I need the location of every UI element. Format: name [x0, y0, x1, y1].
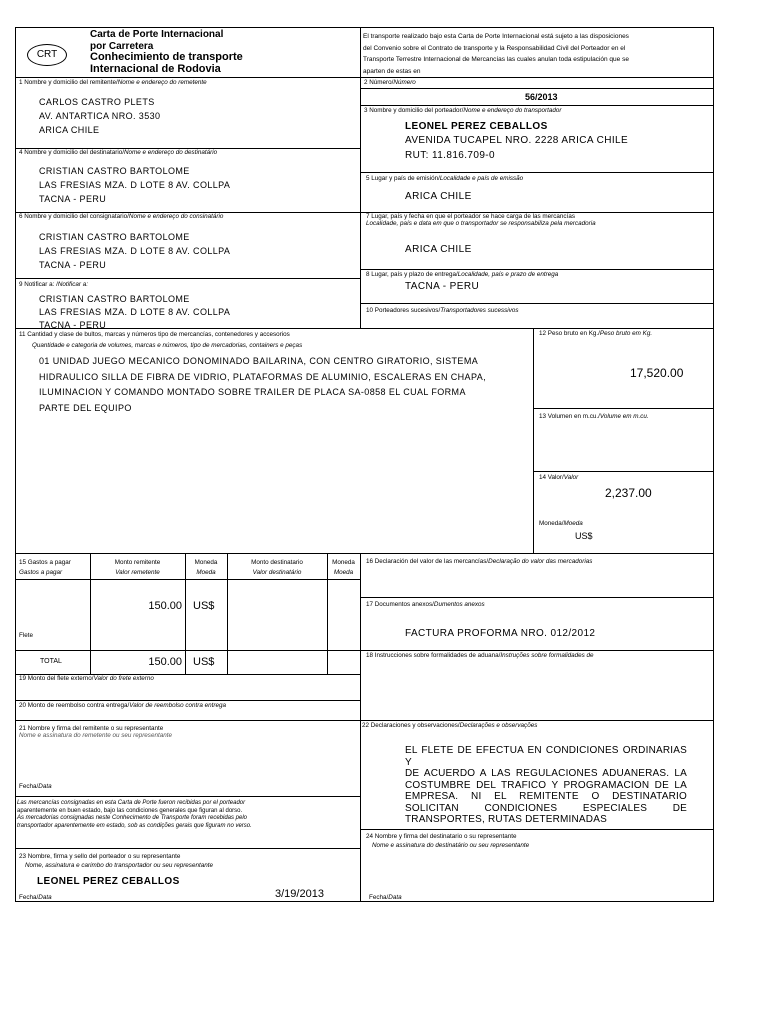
field-3-label: 3 Nombre y domicilio del porteador/Nome e endereço do transportador: [364, 107, 562, 114]
divider: [15, 848, 360, 849]
received-notice: Las mercancías consignadas en esta Carta de Porte fueron recibidas por el porteador aparentemente en buen estado, bajo las condiciones generales que figuran al dorso. As mercadorias consignadas neste Conhecimento de Transporte foram recebidas pelo transportador aparentemente em estado, sob as condições gerais que figuram no verso.: [17, 800, 252, 829]
field-22-label: 22 Declaraciones y observaciones/Declarações e observações: [362, 722, 538, 729]
flete-label: Flete: [19, 632, 33, 639]
attached-documents: FACTURA PROFORMA NRO. 012/2012: [405, 628, 596, 639]
divider: [15, 796, 360, 797]
field-10-label: 10 Porteadores sucesivos/Transportadores sucessivos: [366, 307, 519, 314]
total-amount: 150.00: [148, 656, 182, 668]
divider: [360, 597, 714, 598]
field-9-label: 9 Notificar a: /Notificar a:: [19, 281, 88, 288]
divider: [360, 553, 361, 902]
divider: [533, 408, 714, 409]
emission-place: ARICA CHILE: [405, 191, 472, 202]
destinatario-city: TACNA - PERU: [39, 194, 107, 204]
divider: [360, 829, 714, 830]
field-24-date-label: Fecha/Data: [369, 894, 402, 901]
divider: [360, 269, 714, 270]
remitente-address: AV. ANTARTICA NRO. 3530: [39, 111, 161, 121]
field-18-label: 18 Instrucciones sobre formalidades de aduana/Instruções sobre formalidades de: [366, 652, 594, 659]
notice-line: El transporte realizado bajo esta Carta de Porte Internacional está sujeto a las disposiciones: [363, 33, 629, 40]
flete-currency: US$: [193, 600, 215, 612]
title-line-2: por Carretera: [90, 40, 154, 52]
field-24-label: 24 Nombre y firma del destinatario o su representante Nome e assinatura do destinatário ou seu representante: [366, 833, 530, 849]
notify-address: LAS FRESIAS MZA. D LOTE 8 AV. COLLPA: [39, 307, 231, 317]
field-11-label: 11 Cantidad y clase de bultos, marcas y números tipo de mercancías, contenedores y accesorios Quantidade e categoria de volumes, marcas e números, tipo de mercadorias, containers e peças: [19, 331, 303, 349]
field-6-label: 6 Nombre y domicilio del consignatario/Nome e endereço do consinatário: [19, 213, 224, 220]
consignatario-city: TACNA - PERU: [39, 260, 107, 270]
remitente-block: [39, 95, 160, 137]
divider: [15, 720, 360, 721]
currency-label: Moneda/Moeda: [539, 520, 583, 527]
signature-date: 3/19/2013: [275, 888, 324, 900]
title-line-1: Carta de Porte Internacional: [90, 29, 224, 40]
observation-line: DE ACUERDO A LAS REGULACIONES ADUANERAS. LA: [405, 768, 687, 779]
header-title: [90, 29, 223, 52]
divider: [15, 700, 360, 701]
goods-value: 2,237.00: [605, 486, 652, 500]
notice-line: aparten de estas en: [363, 67, 421, 75]
observation-line: COSTUMBRE DEL TRAFICO Y PROGRAMACION DE LA: [405, 779, 687, 791]
consignatario-block: [39, 230, 230, 272]
field-4-label: 4 Nombre y domicilio del destinatario/Nome e endereço do destinatário: [19, 149, 218, 156]
goods-line: HIDRAULICO SILLA DE FIBRA DE VIDRIO, PLATAFORMAS DE ALUMINIO, ESCALERAS EN CHAPA,: [39, 371, 487, 382]
crt-logo: CRT: [27, 44, 67, 66]
divider: [360, 720, 714, 721]
field-5-label: 5 Lugar y país de emisión/Localidade e país de emissão: [366, 175, 524, 182]
divider: [15, 650, 360, 651]
field-23-date-label: Fecha/Data: [19, 894, 52, 901]
notice-line: Transporte Terrestre Internacional de Mercancías las cuales anulan toda estipulación que se: [363, 56, 629, 64]
divider: [15, 553, 714, 554]
currency-value: US$: [575, 531, 593, 541]
porteador-signature-name: LEONEL PEREZ CEBALLOS: [37, 876, 180, 887]
notice-line: del Convenio sobre el Contrato de transporte y la Responsabilidad Civil del Porteador en el: [363, 44, 626, 52]
field-21-label: 21 Nombre y firma del remitente o su representante Nome e assinatura do remetente ou seu representante: [19, 725, 172, 739]
remitente-name: CARLOS CASTRO PLETS: [39, 97, 155, 107]
title-line-3: Conhecimiento de transporte: [90, 51, 243, 63]
col-moneda-header: Moneda Moeda: [194, 559, 218, 576]
divider: [360, 303, 714, 304]
field-14-label: 14 Valor/Valor: [539, 474, 579, 481]
notify-block: [39, 293, 230, 332]
col-moneda2-header: Moneda Moeda: [332, 559, 355, 576]
field-21-date-label: Fecha/Data: [19, 783, 52, 790]
field-12-label: 12 Peso bruto en Kg./Peso bruto em Kg.: [539, 330, 653, 337]
divider: [360, 27, 361, 328]
divider: [15, 278, 360, 279]
observations-text: [405, 745, 687, 826]
divider: [533, 471, 714, 472]
destinatario-address: LAS FRESIAS MZA. D LOTE 8 AV. COLLPA: [39, 180, 231, 190]
col-monto-remitente-header: Monto remitente Valor remetente: [114, 559, 161, 576]
gross-weight: 17,520.00: [630, 366, 684, 380]
delivery-place: TACNA - PERU: [405, 281, 480, 292]
destinatario-block: [39, 164, 230, 206]
divider: [533, 328, 534, 553]
divider: [15, 579, 360, 580]
field-19-label: 19 Monto del flete externo/Valor do frete externo: [19, 675, 154, 682]
divider: [360, 105, 714, 106]
porteador-address: AVENIDA TUCAPEL NRO. 2228 ARICA CHILE: [405, 135, 629, 146]
field-8-label: 8 Lugar, país y plazo de entrega/Localidade, país e prazo de entrega: [366, 271, 559, 278]
title-line-4: Internacional de Rodovia: [90, 62, 221, 75]
col-monto-destinatario-header: Monto destinatario Valor destinatário: [251, 559, 303, 576]
goods-description: [39, 354, 486, 416]
consignatario-name: CRISTIAN CASTRO BARTOLOME: [39, 232, 190, 242]
goods-line: PARTE DEL EQUIPO: [39, 402, 132, 413]
observation-line: SOLICITAN CONDICIONES ESPECIALES DE: [405, 802, 687, 814]
field-7-label: 7 Lugar, país y fecha en que el porteador se hace carga de las mercancías Localidade, país e data em que o transportador se responsabiliza pela mercadoria: [366, 213, 596, 227]
divider: [360, 650, 714, 651]
observation-line: EL FLETE DE EFECTUA EN CONDICIONES ORDINARIAS Y: [405, 745, 687, 768]
header-notice: [363, 31, 629, 77]
col-gastos-header: 15 Gastos a pagar Gastos a pagar: [19, 559, 71, 576]
header-subtitle: [90, 52, 243, 75]
field-13-label: 13 Volumen en m.cu./Volume em m.cu.: [539, 413, 649, 420]
total-label: TOTAL: [40, 658, 62, 665]
divider: [360, 172, 714, 173]
destinatario-name: CRISTIAN CASTRO BARTOLOME: [39, 166, 190, 176]
porteador-rut: RUT: 11.816.709-0: [405, 150, 495, 161]
remitente-city: ARICA CHILE: [39, 125, 100, 135]
goods-line: ILUMINACION Y COMANDO MONTADO SOBRE TRAILER DE PLACA SA-0858 EL CUAL FORMA: [39, 387, 466, 397]
goods-line: 01 UNIDAD JUEGO MECANICO DONOMINADO BAILARINA, CON CENTRO GIRATORIO, SISTEMA: [39, 356, 479, 366]
field-17-label: 17 Documentos anexos/Dumentos anexos: [366, 601, 485, 608]
flete-amount: 150.00: [148, 600, 182, 612]
document-number: 56/2013: [525, 92, 558, 102]
field-20-label: 20 Monto de reembolso contra entrega/Valor de reembolso contra entrega: [19, 702, 226, 709]
pickup-place: ARICA CHILE: [405, 244, 472, 255]
field-23-label: 23 Nombre, firma y sello del porteador o su representante Nome, assinatura e carimbo do transportador ou seu representante: [19, 853, 213, 869]
notify-name: CRISTIAN CASTRO BARTOLOME: [39, 294, 190, 304]
observation-line: EMPRESA. NI EL REMITENTE O DESTINATARIO: [405, 791, 687, 802]
consignatario-address: LAS FRESIAS MZA. D LOTE 8 AV. COLLPA: [39, 246, 231, 256]
observation-line: TRANSPORTES, RUTAS DETERMINADAS: [405, 814, 607, 825]
total-currency: US$: [193, 656, 215, 668]
field-16-label: 16 Declaración del valor de las mercancías/Declaração do valor das mercadorias: [366, 558, 593, 565]
field-2-label: 2 Número/Número: [364, 79, 416, 86]
field-1-label: 1 Nombre y domicilio del remitente/Nome e endereço do remetente: [19, 79, 207, 86]
notify-city: TACNA - PERU: [39, 320, 107, 330]
divider: [360, 88, 714, 89]
porteador-name: LEONEL PEREZ CEBALLOS: [405, 121, 548, 132]
